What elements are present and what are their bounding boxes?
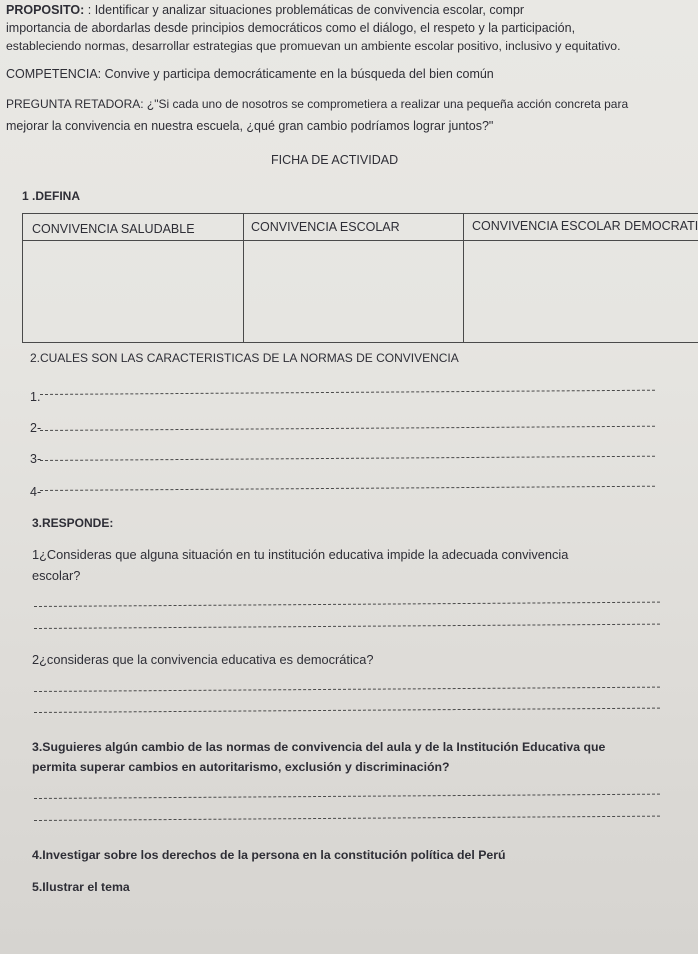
characteristic-label-1: 1. [30, 390, 41, 404]
characteristic-label-4: 4- [30, 485, 42, 499]
question-4: 4.Investigar sobre los derechos de la persona en la constitución política del Perú [32, 848, 506, 862]
question-1-line-1: 1¿Consideras que alguna situación en tu institución educativa impide la adecuada convivencia [32, 547, 569, 562]
proposito-line-1 [6, 2, 524, 18]
answer-line-3a[interactable] [34, 794, 660, 799]
competencia-text: Convive y participa democráticamente en la búsqueda del bien común [104, 67, 494, 81]
question-5: 5.Ilustrar el tema [32, 880, 130, 894]
column-header-saludable: CONVIVENCIA SALUDABLE [32, 222, 195, 236]
answer-cell-saludable[interactable] [23, 241, 242, 341]
question-3-line-1: 3.Suguieres algún cambio de las normas de convivencia del aula y de la Institución Educativa que [32, 740, 606, 754]
question-3-line-2: permita superar cambios en autoritarismo, exclusión y discriminación? [32, 760, 450, 774]
section3-title: 3.RESPONDE: [32, 516, 114, 530]
pregunta-line-2: mejorar la convivencia en nuestra escuela, ¿qué gran cambio podríamos lograr juntos?" [6, 119, 494, 133]
column-header-democratica: CONVIVENCIA ESCOLAR DEMOCRATI [472, 219, 698, 233]
pregunta-text: ¿"Si cada uno de nosotros se comprometiera a realizar una pequeña acción concreta para [146, 97, 629, 111]
characteristic-label-2: 2- [30, 421, 42, 435]
section2-title: 2.CUALES SON LAS CARACTERISTICAS DE LA NORMAS DE CONVIVENCIA [30, 351, 459, 365]
proposito-line-2: importancia de abordarlas desde principios democráticos como el diálogo, el respeto y la participación, [6, 21, 576, 35]
pregunta-line-1 [6, 96, 628, 112]
characteristic-label-3: 3- [30, 452, 42, 466]
answer-line-2b[interactable] [34, 708, 660, 713]
ficha-title: FICHA DE ACTIVIDAD [271, 153, 399, 167]
competencia-label: COMPETENCIA: [6, 67, 102, 81]
column-header-escolar: CONVIVENCIA ESCOLAR [251, 220, 400, 234]
question-2: 2¿consideras que la convivencia educativa es democrática? [32, 652, 374, 667]
answer-cell-escolar[interactable] [244, 241, 462, 341]
answer-line-1a[interactable] [34, 602, 660, 607]
proposito-label: PROPOSITO: [6, 3, 85, 17]
proposito-text: : Identificar y analizar situaciones problemáticas de convivencia escolar, compr [87, 3, 525, 17]
characteristic-line-2[interactable] [40, 426, 655, 431]
answer-line-2a[interactable] [34, 687, 660, 692]
proposito-line-3: estableciendo normas, desarrollar estrategias que promuevan un ambiente escolar positivo, inclusivo y equitativo. [6, 39, 621, 53]
answer-line-1b[interactable] [34, 624, 660, 629]
competencia [6, 66, 494, 82]
question-1-line-2: escolar? [32, 568, 81, 583]
pregunta-label: PREGUNTA RETADORA: [6, 97, 144, 111]
characteristic-line-3[interactable] [40, 456, 655, 461]
characteristic-line-4[interactable] [40, 486, 655, 491]
answer-cell-democratica[interactable] [464, 241, 698, 341]
answer-line-3b[interactable] [34, 816, 660, 821]
section1-title: 1 .DEFINA [22, 189, 81, 203]
characteristic-line-1[interactable] [40, 390, 655, 395]
